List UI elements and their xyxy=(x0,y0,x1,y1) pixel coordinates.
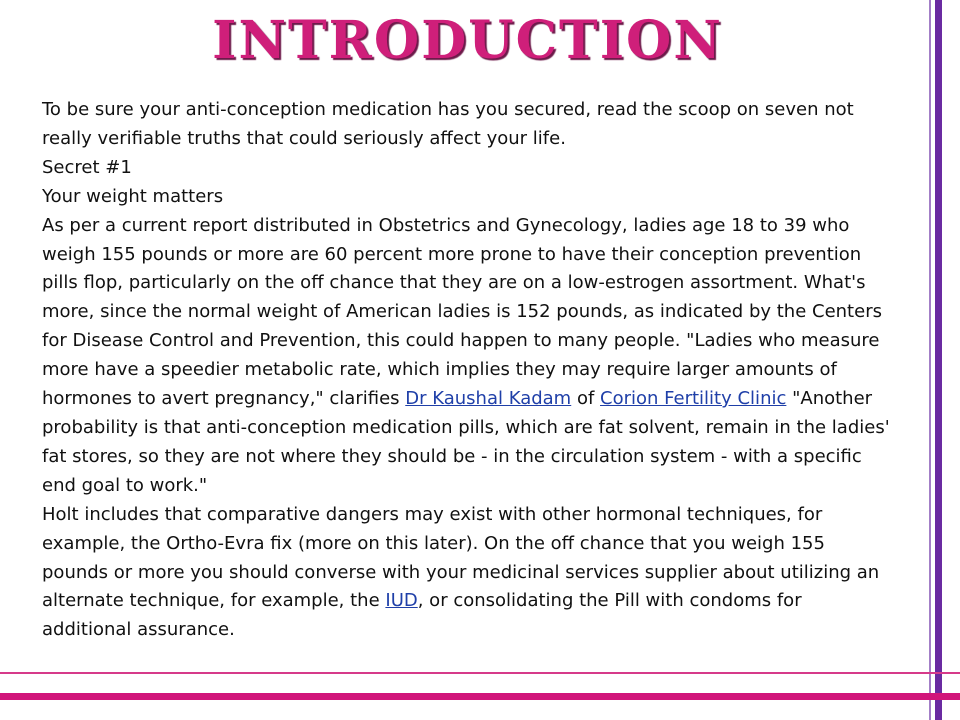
page-title: INTRODUCTION xyxy=(212,10,723,71)
bottom-thin-divider xyxy=(0,672,960,674)
secret-label: Secret #1 xyxy=(42,156,132,178)
right-thin-divider xyxy=(929,0,931,720)
clinic-link[interactable]: Corion Fertility Clinic xyxy=(600,388,787,410)
intro-paragraph: To be sure your anti-conception medication has you secured, read the scoop on seven not really verifiable truths that could seriously affect your life. xyxy=(42,99,854,149)
bottom-thick-border xyxy=(0,693,960,700)
weight-paragraph-text-1: As per a current report distributed in Obstetrics and Gynecology, ladies age 18 to 39 who weigh 155 pounds or more are 60 percent more prone to have their conception prevention pills flop, particularly on the off chance that they are on a low-estrogen assortment. What's more, since the normal weight of American ladies is 152 pounds, as indicated by the Centers for Disease Control and Prevention, this could happen to many people. "Ladies who measure more have a speedier metabolic rate, which implies they may require larger amounts of hormones to avert pregnancy," clarifies xyxy=(42,214,882,410)
weight-paragraph-text-2: "Another probability is that anti-conception medication pills, which are fat solvent, remain in the ladies' fat stores, so they are not where they should be - in the circulation system - with a specific end goal to work." xyxy=(42,388,890,496)
weight-paragraph xyxy=(42,212,892,501)
holt-paragraph xyxy=(42,501,892,646)
holt-paragraph-text-2: , or consolidating the Pill with condoms for additional assurance. xyxy=(42,590,802,641)
weight-paragraph-connector: of xyxy=(571,388,601,410)
article-body xyxy=(42,96,892,645)
iud-link[interactable]: IUD xyxy=(385,590,418,612)
doctor-link[interactable]: Dr Kaushal Kadam xyxy=(405,388,572,410)
secret-heading: Your weight matters xyxy=(42,185,224,207)
right-thick-border xyxy=(935,0,942,720)
holt-paragraph-text-1: Holt includes that comparative dangers may exist with other hormonal techniques, for example, the Ortho-Evra fix (more on this later). On the off chance that you weigh 155 pounds or more you should converse with your medicinal services supplier about utilizing an alternate technique, for example, the xyxy=(42,503,880,612)
